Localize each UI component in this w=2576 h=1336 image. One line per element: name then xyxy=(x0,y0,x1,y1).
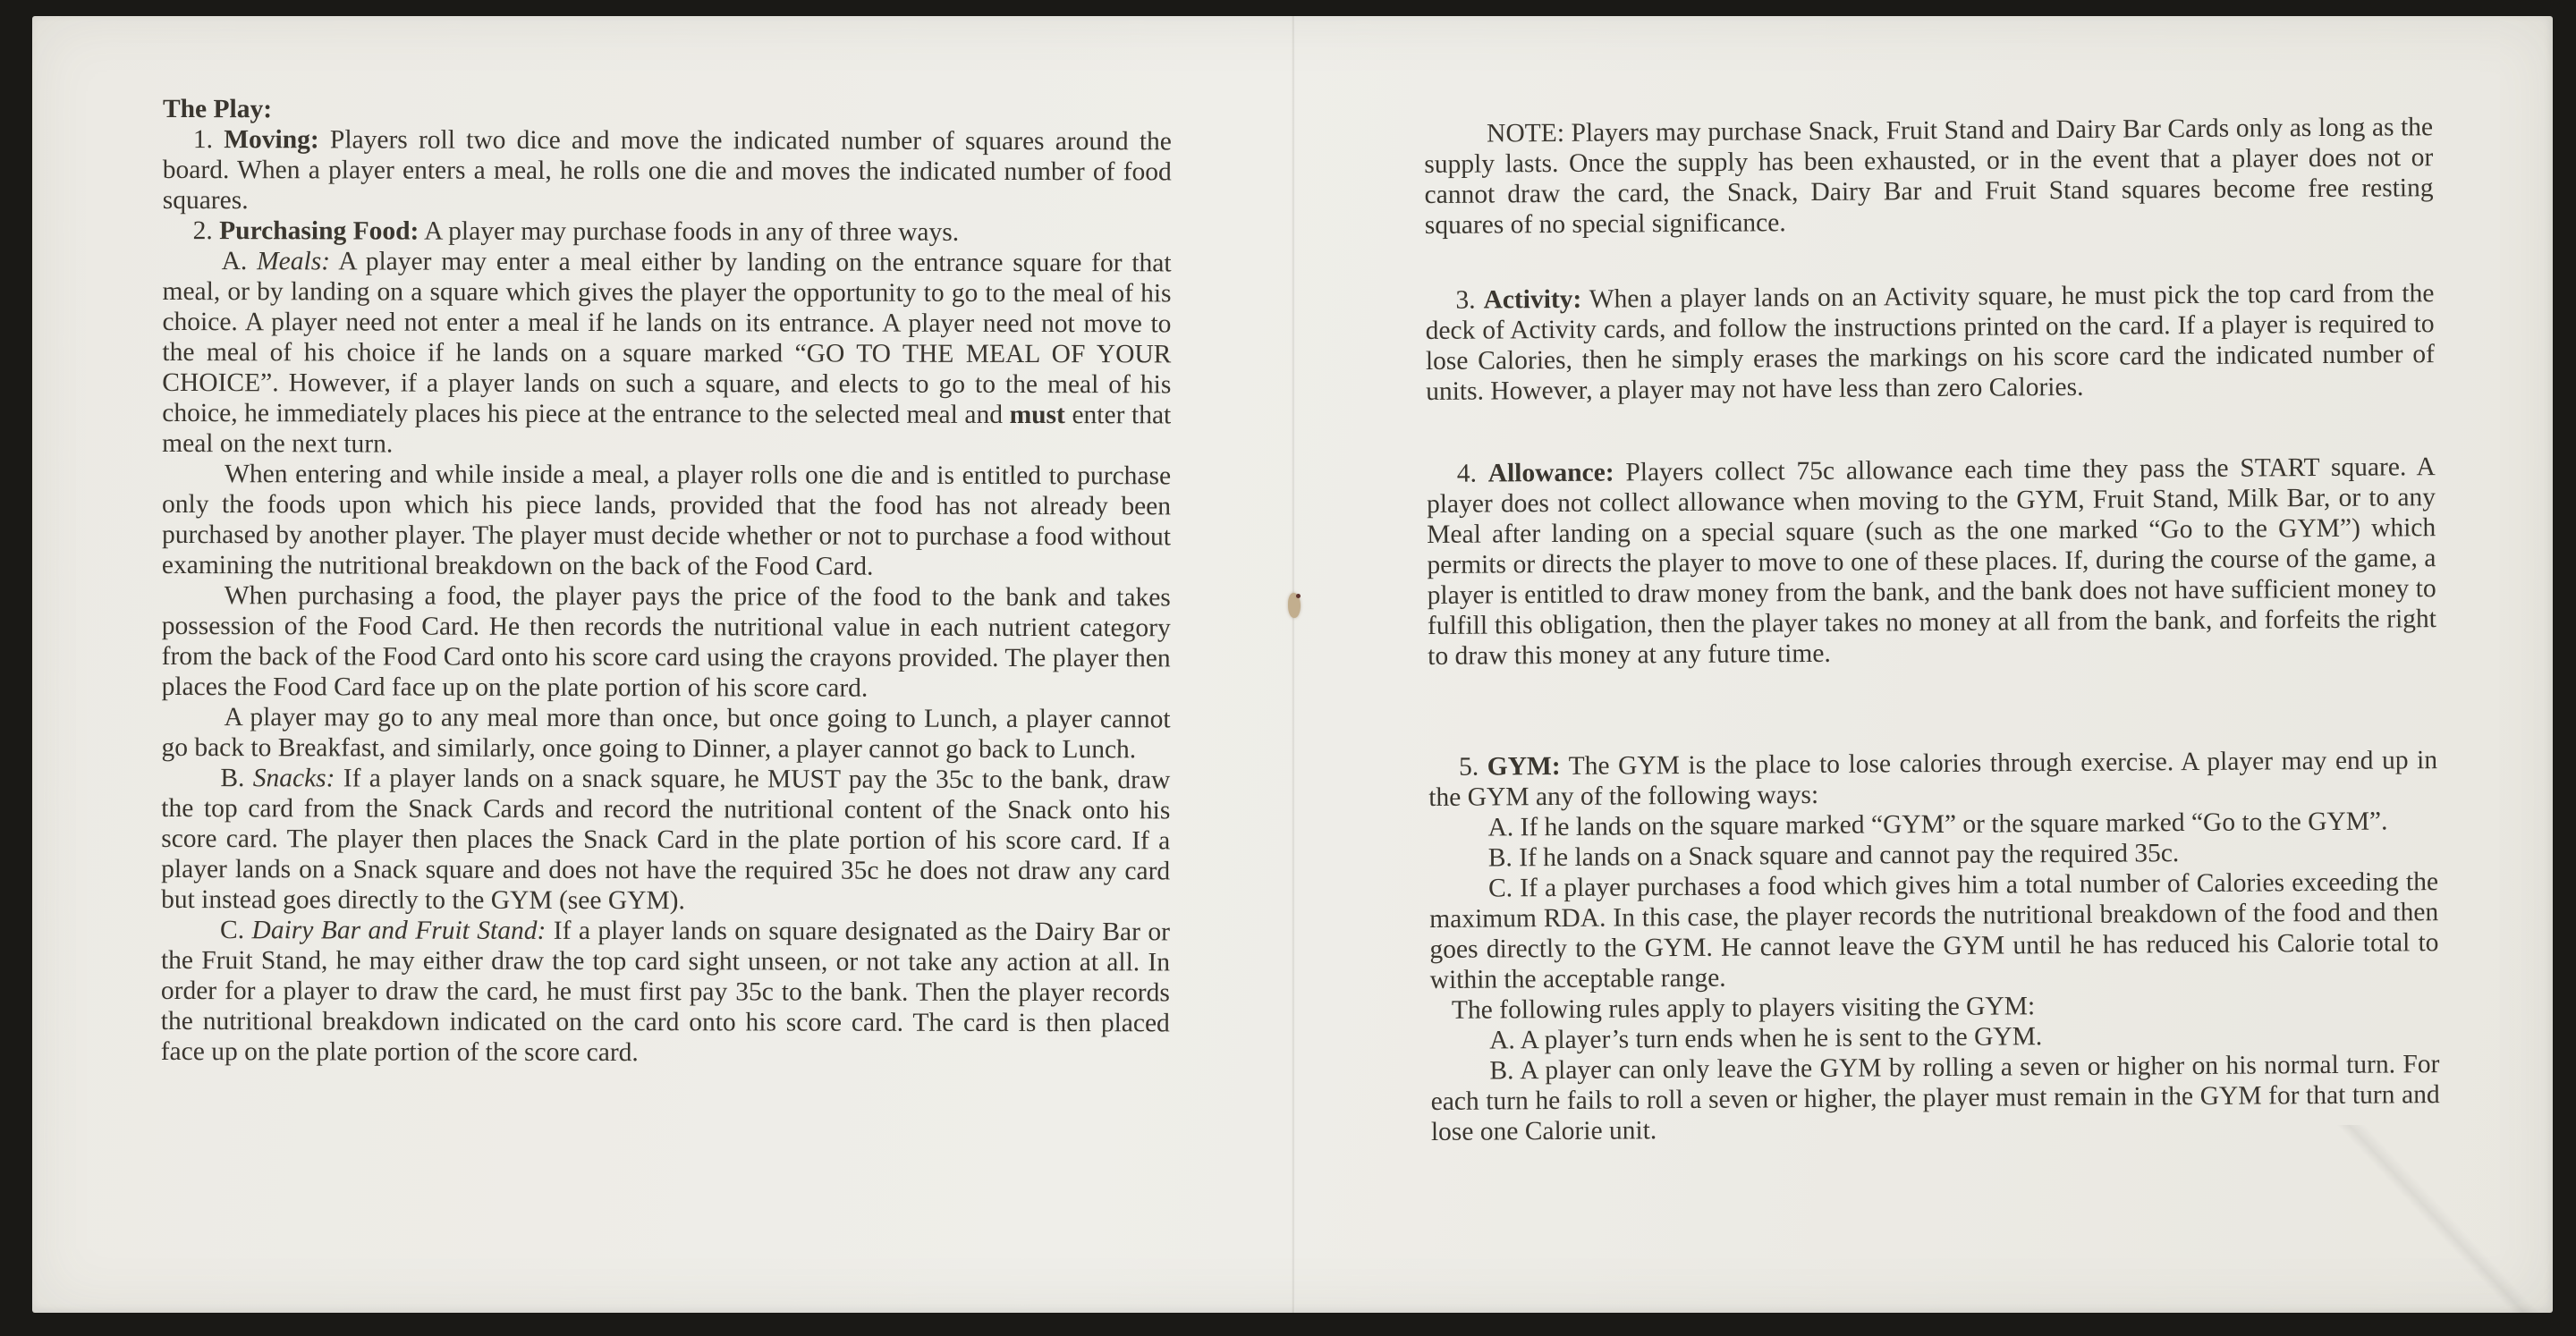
text-run: Players collect 75c allowance each time they pass the START square. A player does not collect allowance when moving to the GYM, Fruit Stand, Milk Bar, or to any Meal after landing on a special square (such as the one marked “Go to the GYM”) which permits or directs the player to move to one of these places. If, during the course of the game, a player is entitled to draw money from the bank, and the bank does not have sufficient money to fulfill this obligation, then the player takes no money at all from the bank, and forfeits the right to draw this money at any future time. xyxy=(1426,452,2437,671)
text-run: When entering and while inside a meal, a player rolls one die and is entitled to purchase only the foods upon which his piece lands, provided that the food has not already been purchased by another player. The player must decide whether or not to purchase a food without examining the nutritional breakdown on the back of the Food Card. xyxy=(161,460,1172,581)
text-run: GYM: xyxy=(1487,751,1561,782)
paragraph xyxy=(161,702,1170,765)
text-run: Meals: xyxy=(257,247,331,276)
paragraph xyxy=(1430,1049,2440,1147)
text-run: When a player lands on an Activity square, he must pick the top card from the deck of Activity cards, and follow the instructions printed on the card. If a player is required to lose Calories, then he simply erases the markings on his score card the indicated number of units. However, a player may not have less than zero Calories. xyxy=(1425,279,2435,406)
rules-page xyxy=(32,16,2553,1313)
paragraph xyxy=(161,763,1170,917)
text-run: A. A player’s turn ends when he is sent to the GYM. xyxy=(1489,1022,2043,1055)
text-run: If a player lands on square designated as the Dairy Bar or the Fruit Stand, he may either draw the top card sight unseen, or not take any action at all. In order for a player to draw the card, he must first pay 35c to the bank. Then the player records the nutritional breakdown indicated on the card onto his score card. The card is then placed face up on the plate portion of the score card. xyxy=(160,916,1171,1068)
paragraph xyxy=(162,580,1171,704)
paragraph xyxy=(161,915,1170,1069)
text-run: B. If he lands on a Snack square and cannot pay the required 35c. xyxy=(1487,839,2180,873)
text-run: A. xyxy=(221,247,258,276)
text-run: C. If a player purchases a food which gives him a total number of Calories exceeding the maximum RDA. In this case, the player records the nutritional breakdown of the food and then goes directly to the GYM. He cannot leave the GYM until he has reduced his Calorie total to within the acceptable range. xyxy=(1429,867,2439,994)
center-fold-line xyxy=(1292,16,1295,1313)
paragraph xyxy=(162,459,1171,582)
text-run: 2. xyxy=(192,216,220,246)
text-run: When purchasing a food, the player pays the price of the food to the bank and takes possession of the Food Card. He then records the nutritional value in each nutrient category from the back of the Food Card onto his score card using the crayons provided. The player then places the Food Card face up on the plate portion of his score card. xyxy=(161,581,1171,703)
text-run: A player may purchase foods in any of three ways. xyxy=(419,216,960,247)
text-run: If a player lands on a snack square, he MUST pay the 35c to the bank, draw the top card from the Snack Cards and record the nutritional content of the Snack onto his score card. The player then places the Snack Card in the plate portion of his score card. If a player lands on a Snack square and does not have the required 35c he does not draw any card but instead goes directly to the GYM (see GYM). xyxy=(161,764,1171,916)
paragraph xyxy=(1428,745,2437,813)
text-run: A. If he lands on the square marked “GYM” or the square marked “Go to the GYM”. xyxy=(1487,807,2388,842)
paragraph xyxy=(163,124,1172,217)
text-run: B. A player can only leave the GYM by rolling a seven or higher on his normal turn. For each turn he fails to roll a seven or higher, the player must remain in the GYM for that turn and lose one Calorie unit. xyxy=(1430,1050,2440,1146)
text-run: NOTE: Players may purchase Snack, Fruit Stand and Dairy Bar Cards only as long as the supply lasts. Once the supply has been exhausted, or in the event that a player does not or cannot draw the card, the Snack, Dairy Bar and Fruit Stand squares become free resting squares of no special significance. xyxy=(1424,113,2434,240)
left-column xyxy=(161,94,1172,1069)
speck-dot xyxy=(1296,594,1301,598)
text-run: 3. xyxy=(1455,285,1484,315)
right-column xyxy=(1424,112,2440,1147)
text-run: Moving: xyxy=(224,125,319,155)
text-run: The following rules apply to players visiting the GYM: xyxy=(1451,992,2036,1025)
corner-crease xyxy=(2320,1125,2553,1313)
text-run: A player may enter a meal either by landing on the entrance square for that meal, or by landing on a square which gives the player the opportunity to go to the meal of his choice. A player need not enter a meal if he lands on its entrance. A player need not move to the meal of his choice if he lands on a square marked “GO TO THE MEAL OF YOUR CHOICE”. However, if a player lands on such a square, and elects to go to the meal of his choice, he immediately places his piece at the entrance to the selected meal and xyxy=(162,247,1172,429)
text-run: The GYM is the place to lose calories through exercise. A player may end up in the GYM any of the following ways: xyxy=(1428,746,2438,812)
text-run: Activity: xyxy=(1483,284,1582,315)
text-run: B. xyxy=(220,764,253,793)
paragraph xyxy=(1424,112,2434,241)
text-run: Allowance: xyxy=(1487,458,1614,488)
text-run: must xyxy=(1009,400,1065,430)
paragraph xyxy=(163,94,1172,126)
text-run: The Play: xyxy=(162,95,273,124)
text-run: 4. xyxy=(1456,459,1488,488)
text-run: 1. xyxy=(192,125,225,155)
text-run: Players roll two dice and move the indicated number of squares around the board. When a player enters a meal, he rolls one die and moves the indicated number of food squares. xyxy=(162,125,1172,216)
text-run: Snacks: xyxy=(252,764,335,793)
paragraph xyxy=(163,216,1172,248)
paragraph xyxy=(1425,278,2435,407)
text-run: A player may go to any meal more than once, but once going to Lunch, a player cannot go back to Breakfast, and similarly, once going to Dinner, a player cannot go back to Lunch. xyxy=(161,703,1171,765)
text-run: enter that meal on the next turn. xyxy=(162,401,1172,459)
paragraph xyxy=(1429,867,2439,995)
paragraph xyxy=(162,246,1171,461)
paper-speck xyxy=(1288,593,1301,618)
text-run: 5. xyxy=(1458,752,1487,782)
text-run: Dairy Bar and Fruit Stand: xyxy=(251,916,547,945)
text-run: Purchasing Food: xyxy=(219,216,419,246)
text-run: C. xyxy=(220,916,252,945)
paragraph xyxy=(1427,452,2437,672)
